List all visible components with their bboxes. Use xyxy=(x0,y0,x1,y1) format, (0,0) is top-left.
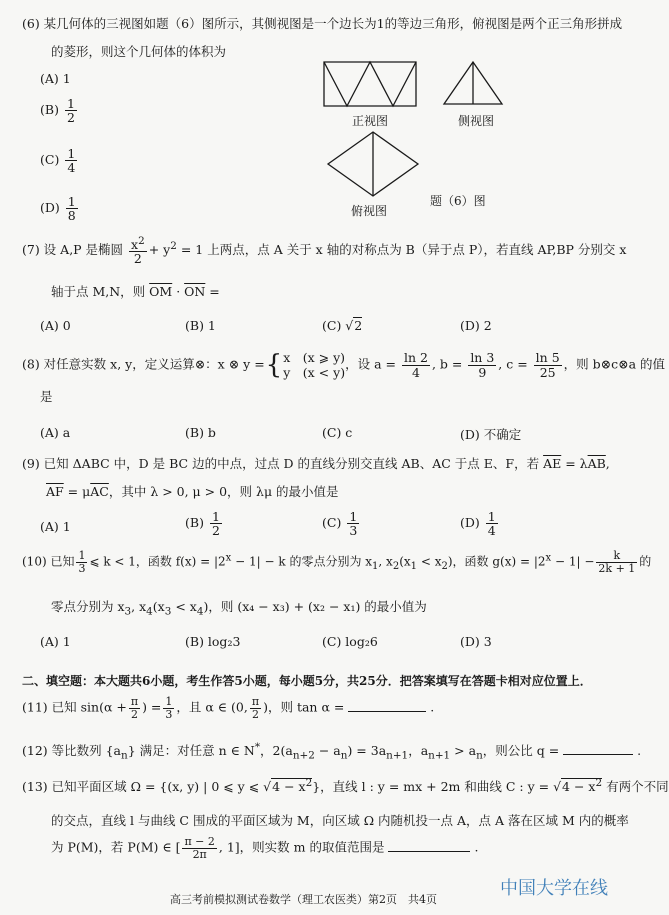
q11-stem: (11) 已知 sin(α + $\frac{\pi}{2}$ ) = $\frac{1}{3}$ ，且 α ∈ (0, $\frac{\pi}{2}$ )，则 tan α = . xyxy=(22,695,435,721)
top-view-figure xyxy=(326,130,420,198)
q6-option-d[interactable]: (D) $\frac{1}{8}$ xyxy=(40,194,76,224)
watermark: 中国大学在线 xyxy=(500,878,608,899)
q9-option-a[interactable]: (A) 1 xyxy=(40,519,71,534)
q13-answer-blank[interactable] xyxy=(388,839,470,852)
front-view-label: 正视图 xyxy=(352,114,389,128)
q8-option-c[interactable]: (C) c xyxy=(322,425,353,440)
q10-option-d[interactable]: (D) 3 xyxy=(460,634,492,649)
front-view-figure xyxy=(320,58,420,108)
q7-option-a[interactable]: (A) 0 xyxy=(40,318,71,333)
side-view-figure xyxy=(442,60,504,106)
q9-stem-line2: $\overline{AF} = \mu\overline{AC}$，其中 λ > 0, μ > 0，则 λμ 的最小值是 xyxy=(46,484,339,499)
q12-answer-blank[interactable] xyxy=(563,742,633,755)
q11-answer-blank[interactable] xyxy=(348,699,426,712)
q6-stem-line2: 的菱形，则这个几何体的体积为 xyxy=(51,44,227,59)
q7-option-b[interactable]: (B) 1 xyxy=(185,318,216,333)
q6-option-a[interactable]: (A) 1 xyxy=(40,71,71,86)
q7-option-c[interactable]: (C) √2 xyxy=(322,318,363,333)
q7-stem-line1: (7) 设 A,P 是椭圆 $\frac{x^2}{2}$ + $y^2 = 1$ 上两点，点 A 关于 x 轴的对称点为 B（异于点 P），若直线 AP,BP 分别交 x xyxy=(22,235,627,267)
fraction: $\frac{\ln 3}{9}$ xyxy=(470,350,495,380)
q10-stem-line2: 零点分别为 $x_3$, $x_4(x_3 < x_4)$，则 (x₄ − x₃) + (x₂ − x₁) 的最小值为 xyxy=(51,599,427,618)
side-view-label: 侧视图 xyxy=(458,114,495,128)
fraction: $\frac{\pi - 2}{2\pi}$ xyxy=(184,835,215,861)
q10-option-a[interactable]: (A) 1 xyxy=(40,634,71,649)
ellipse-equation: $\frac{x^2}{2}$ xyxy=(131,235,145,267)
fraction: $\frac{1}{3}$ xyxy=(165,695,173,721)
page-footer: 高三考前模拟测试卷数学（理工农医类）第2页 共4页 xyxy=(170,893,437,906)
q10-option-c[interactable]: (C) log₂6 xyxy=(322,634,378,649)
q6-option-c[interactable]: (C) $\frac{1}{4}$ xyxy=(40,146,76,176)
q10-option-b[interactable]: (B) log₂3 xyxy=(185,634,241,649)
q12-stem: (12) 等比数列 $\{a_n\}$ 满足：对任意 n ∈ N*，$2(a_{n+2} - a_n) = 3a_{n+1}$，$a_{n+1} > a_n$，则公比 q = . xyxy=(22,741,642,762)
fraction: $\frac{1}{8}$ xyxy=(67,194,76,224)
figure-caption: 题（6）图 xyxy=(430,194,486,208)
fraction: $\frac{1}{3}$ xyxy=(78,549,86,575)
fraction: $\frac{k}{2k + 1}$ xyxy=(598,549,636,575)
q9-option-c[interactable]: (C) $\frac{1}{3}$ xyxy=(322,509,358,539)
fraction: $\frac{\pi}{2}$ xyxy=(130,695,139,721)
fraction: $\frac{\ln 5}{25}$ xyxy=(535,350,560,380)
fraction: $\frac{1}{3}$ xyxy=(349,509,358,539)
q9-option-b[interactable]: (B) $\frac{1}{2}$ xyxy=(185,509,220,539)
fraction: $\frac{1}{4}$ xyxy=(487,509,496,539)
q6-stem-line1: (6) 某几何体的三视图如题（6）图所示，其侧视图是一个边长为1的等边三角形，俯视图是两个正三角形拼成 xyxy=(22,16,623,31)
q6-option-b[interactable]: (B) $\frac{1}{2}$ xyxy=(40,96,75,126)
q8-stem-line2: 是 xyxy=(40,389,53,404)
q8-option-a[interactable]: (A) a xyxy=(40,425,71,440)
fraction: $\frac{1}{2}$ xyxy=(66,96,75,126)
fraction: $\frac{\ln 2}{4}$ xyxy=(403,350,428,380)
q7-stem-line2: 轴于点 M,N，则 $\overline{OM} \cdot \overline{ON}$ = xyxy=(51,284,220,299)
q9-option-d[interactable]: (D) $\frac{1}{4}$ xyxy=(460,509,496,539)
q8-stem-line1: (8) 对任意实数 x, y，定义运算⊗：x ⊗ y ={x (x ⩾ y) y (x < y)，设 a = $\frac{\ln 2}{4}$ , b = $\frac{\ln 3}{9}$ , c = $\frac{\ln 5}{25}$ ，则 b⊗c⊗a 的值 xyxy=(22,350,666,380)
section-heading: 二、填空题：本大题共6小题，考生作答5小题，每小题5分，共25分．把答案填写在答题卡相对应位置上． xyxy=(22,674,592,688)
q13-stem-line3: 为 P(M)，若 P(M) ∈ [ $\frac{\pi - 2}{2\pi}$ , 1]，则实数 m 的取值范围是 . xyxy=(51,835,479,861)
q7-option-d[interactable]: (D) 2 xyxy=(460,318,492,333)
top-view-label: 俯视图 xyxy=(351,204,388,218)
fraction: $\frac{1}{4}$ xyxy=(67,146,76,176)
fraction: $\frac{\pi}{2}$ xyxy=(251,695,260,721)
q13-stem-line1: (13) 已知平面区域 Ω = {(x, y) | 0 ⩽ y ⩽ $√4 - x^2$}，直线 l : y = mx + 2m 和曲线 C : $y = √4 - x^2$ 有两个不同 xyxy=(22,777,669,795)
fraction: $\frac{1}{2}$ xyxy=(211,509,220,539)
q8-option-b[interactable]: (B) b xyxy=(185,425,216,440)
q10-stem-line1: (10) 已知 $\frac{1}{3}$ ⩽ k < 1，函数 $f(x) = |2^x - 1| - k$ 的零点分别为 $x_1$, $x_2(x_1 < x_2)$，函数 $g(x) = |2^x - 1|$ − $\frac{k}{2k + 1}$ 的 xyxy=(22,549,652,575)
q8-option-d[interactable]: (D) 不确定 xyxy=(460,427,522,442)
q13-stem-line2: 的交点，直线 l 与曲线 C 围成的平面区域为 M，向区域 Ω 内随机投一点 A，点 A 落在区域 M 内的概率 xyxy=(51,813,629,828)
q9-stem-line1: (9) 已知 ΔABC 中，D 是 BC 边的中点，过点 D 的直线分别交直线 AB、AC 于点 E、F，若 $\overline{AE} = \lambda\overline{AB}$, xyxy=(22,456,610,471)
